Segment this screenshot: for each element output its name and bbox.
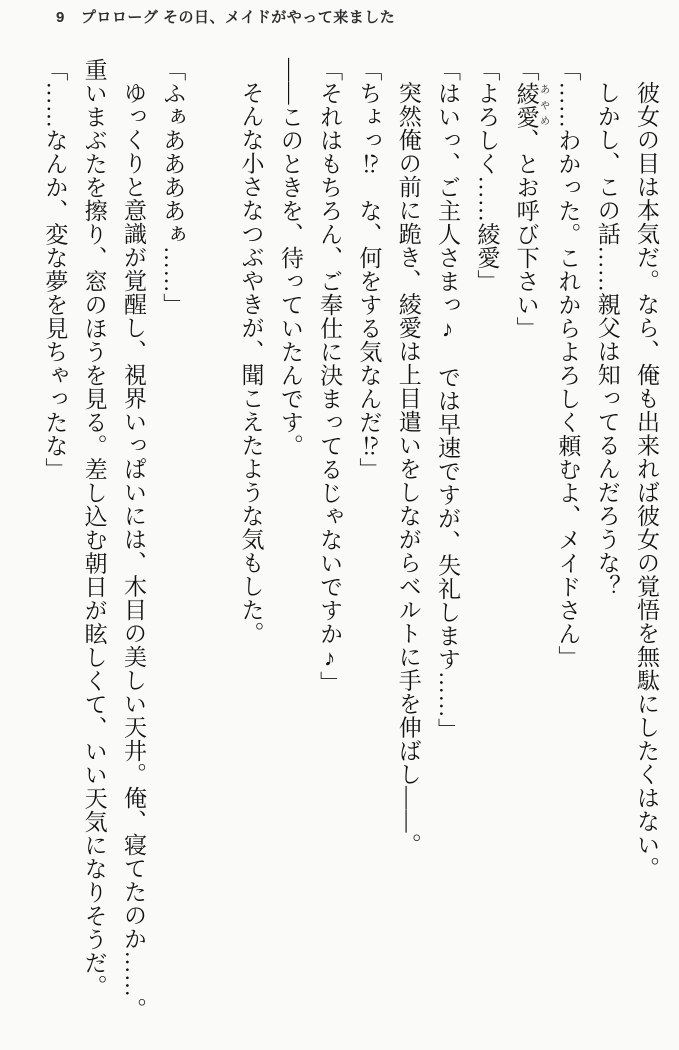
text-column: 「それはもちろん、ご奉仕に決まってるじゃないですか♪」	[317, 58, 343, 695]
text-column: 「ふぁああああぁ……」	[160, 58, 186, 317]
text-column: 「……なんか、変な夢を見ちゃったな」	[42, 58, 68, 481]
text-column: ――このときを、待っていたんです。	[277, 58, 303, 458]
text-column: 「はいっ、ご主人さまっ♪ では早速ですが、失礼します……」	[435, 58, 461, 742]
text-column: 重いまぶたを擦り、窓のほうを見る。差し込む朝日が眩しくて、いい天気になりそうだ。	[81, 58, 107, 998]
text-column: 「……わかった。これからよろしく頼むよ、メイドさん」	[555, 58, 581, 669]
furigana-ruby: 綾愛 あやめ	[513, 81, 549, 129]
text-column: 「ちょっ⁉ な、何をする気なんだ⁉」	[356, 58, 382, 481]
paragraph-break	[192, 58, 231, 1043]
text-column: そんな小さなつぶやきが、聞こえたような気もした。	[238, 81, 264, 645]
text-column: 突然俺の前に跪き、綾愛は上目遣いをしながらベルトに手を伸ばし――。	[395, 81, 421, 857]
text-column: 「よろしく……綾愛」	[474, 58, 500, 293]
text-column: 「綾愛 あやめ、とお呼び下さい」	[513, 58, 549, 340]
page-number: 9	[56, 9, 65, 26]
text-column: ゆっくりと意識が覚醒し、視界いっぱいには、木目の美しい天井。俺、寝てたのか……。	[120, 81, 146, 1021]
chapter-title: プロローグ その日、メイドがやって来ました	[80, 9, 396, 26]
page-header	[56, 6, 395, 27]
page-body	[35, 58, 666, 1043]
text-column: しかし、この話……親父は知ってるんだろうな？	[594, 81, 620, 598]
text-column: 彼女の目は本気だ。なら、俺も出来れば彼女の覚悟を無駄にしたくはない。	[634, 81, 659, 880]
